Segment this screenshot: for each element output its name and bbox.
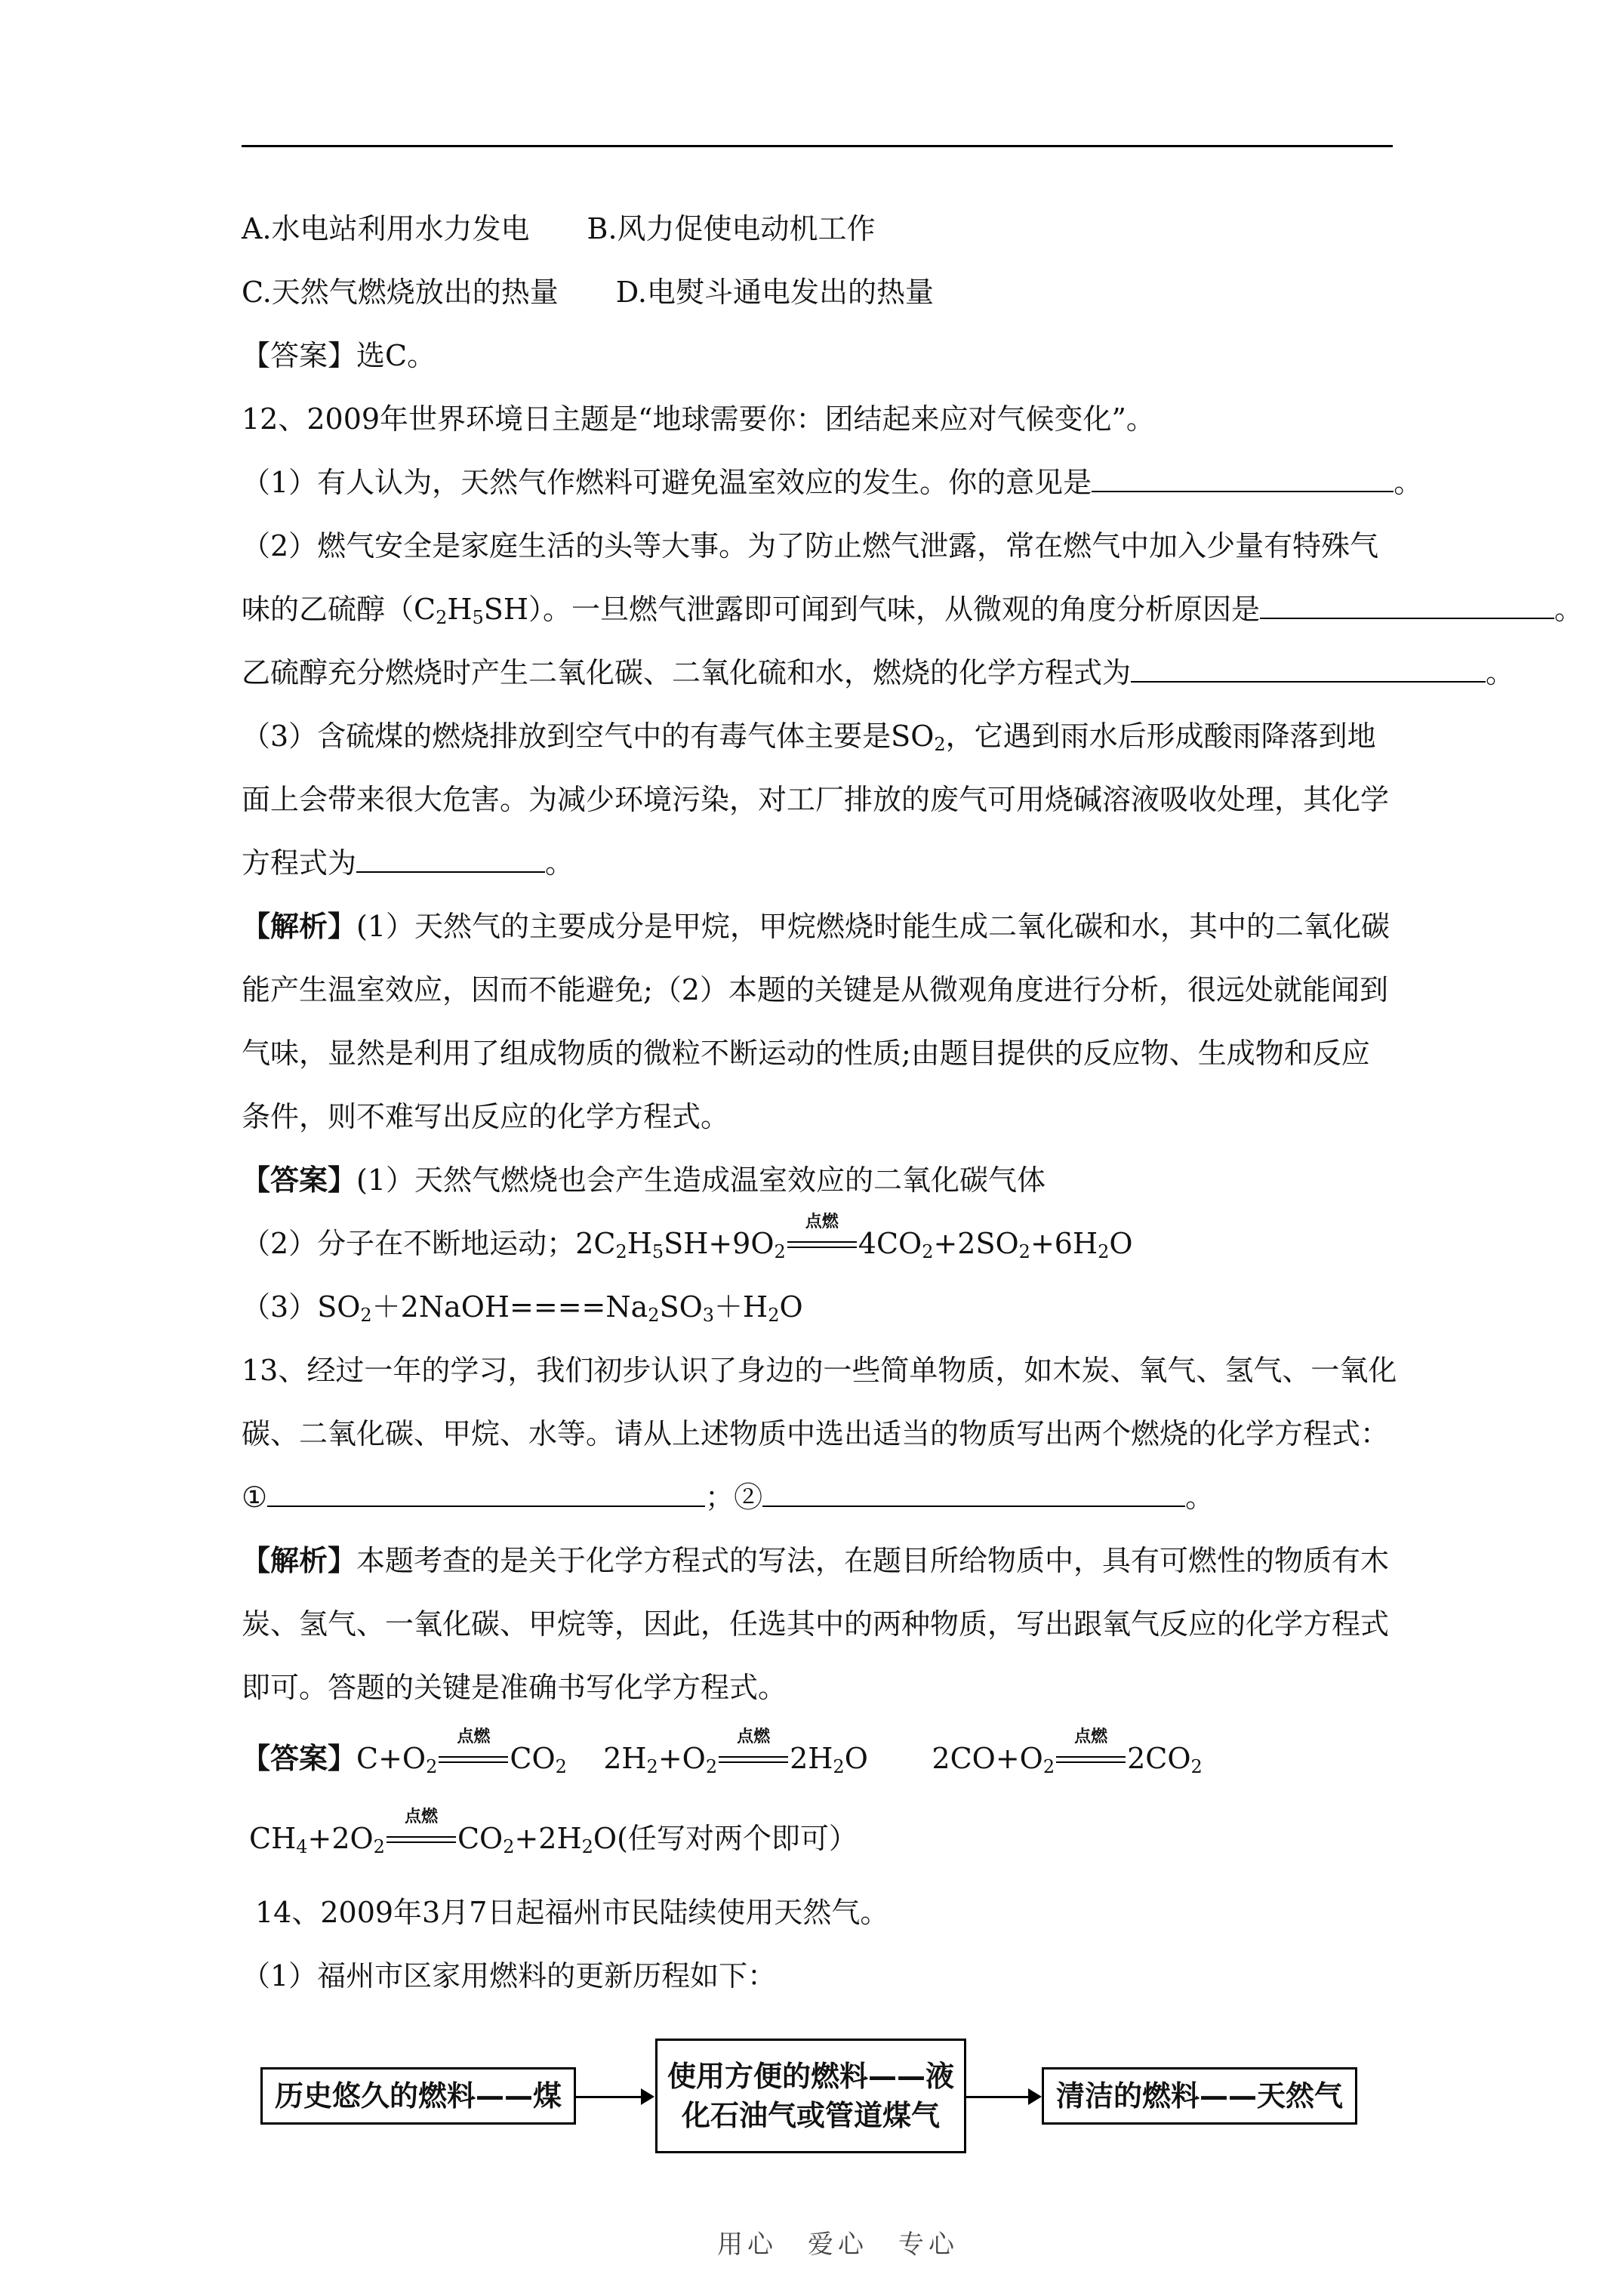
- reaction-condition: 点燃: [737, 1727, 771, 1746]
- q11-options-cd: C.天然气燃烧放出的热量 D.电熨斗通电发出的热量: [242, 276, 934, 309]
- reaction-condition: 点燃: [805, 1213, 839, 1231]
- reaction-arrow: [719, 1727, 788, 1771]
- q12-stem: 12、2009年世界环境日主题是“地球需要你：团结起来应对气候变化”。: [242, 402, 1155, 436]
- flow-box-lpg-line1: 使用方便的燃料——液: [667, 2060, 954, 2093]
- page-footer: 用心 爱心 专心: [717, 2230, 959, 2260]
- q13-analysis-line2: 炭、氢气、一氧化碳、甲烷等，因此，任选其中的两种物质，写出跟氧气反应的化学方程式: [242, 1607, 1390, 1641]
- reaction-condition: 点燃: [457, 1727, 491, 1746]
- q11-options-ab: A.水电站利用水力发电 B.风力促使电动机工作: [242, 212, 876, 245]
- q14-stem: 14、2009年3月7日起福州市民陆续使用天然气。: [255, 1896, 889, 1929]
- q13-end: 。: [1185, 1481, 1215, 1514]
- q12-analysis-text1: (1）天然气的主要成分是甲烷，甲烷燃烧时能生成二氧化碳和水，其中的二氧化碳: [356, 910, 1390, 943]
- q13-analysis-text1: 本题考查的是关于化学方程式的写法，在题目所给物质中，具有可燃性的物质有木: [356, 1544, 1390, 1577]
- q12-part3-line3-text: 方程式为: [242, 846, 357, 880]
- subscript: 2: [436, 607, 448, 628]
- analysis-tag: 【解析】: [242, 909, 357, 943]
- q12-part2-end: 。: [1554, 593, 1583, 626]
- subscript: 2: [934, 734, 946, 755]
- reaction-arrow: [439, 1727, 508, 1771]
- q12-part2-line3-end: 。: [1486, 656, 1515, 689]
- q12-analysis-line1: [242, 908, 1390, 945]
- q13-blanks: [242, 1478, 1214, 1516]
- q12-part1-end: 。: [1394, 466, 1423, 499]
- flow-box-lpg: [655, 2039, 966, 2153]
- subscript: 5: [472, 607, 484, 628]
- q12-part2-text-b: SH）。一旦燃气泄露即可闻到气味，从微观的角度分析原因是: [483, 593, 1260, 626]
- answer-tag: 【答案】: [242, 1163, 357, 1197]
- q12-analysis-line3: 气味，显然是利用了组成物质的微粒不断运动的性质;由题目提供的反应物、生成物和反应: [242, 1037, 1370, 1070]
- q12-answer2-text: （2）分子在不断地运动；: [242, 1227, 576, 1260]
- q12-part3-line1: [242, 717, 1376, 755]
- q12-analysis-line4: 条件，则不难写出反应的化学方程式。: [242, 1100, 730, 1133]
- q12-answer3-text: （3）: [242, 1290, 318, 1324]
- q13-answer-note: (任写对两个即可）: [617, 1822, 858, 1855]
- reaction-condition: 点燃: [404, 1808, 438, 1826]
- flow-box-lpg-line2: 化石油气或管道煤气: [681, 2099, 940, 2132]
- q14-part1: （1）福州市区家用燃料的更新历程如下：: [242, 1959, 777, 1992]
- q12-part3-line3: [242, 844, 574, 882]
- q12-part2-text-h: H: [447, 593, 473, 626]
- q13-stem-line1: 13、经过一年的学习，我们初步认识了身边的一些简单物质，如木炭、氧气、氢气、一氧化: [242, 1354, 1397, 1387]
- flow-box-coal-label: 历史悠久的燃料——煤: [274, 2079, 562, 2113]
- reaction-arrow: [387, 1808, 456, 1851]
- flow-arrow-2: [966, 2096, 1039, 2098]
- q12-part2-blank[interactable]: [1260, 592, 1554, 619]
- flow-arrow-1: [576, 2096, 651, 2098]
- q12-part3-text-b: ，它遇到雨水后形成酸雨降落到地: [945, 720, 1376, 753]
- q12-part2-text-a: 味的乙硫醇（C: [242, 593, 436, 626]
- q13-answer-line1: 【答案】$C+O_2$ 点燃 $CO_2$ $2H_2+O_2$ 点燃 $2H_2O$ $2CO+O_2$ 点燃 $2CO_2$: [242, 1727, 1203, 1777]
- flow-box-natural-gas: [1042, 2067, 1357, 2125]
- q13-blank2[interactable]: [762, 1480, 1185, 1507]
- q13-analysis-line3: 即可。答题的关键是准确书写化学方程式。: [242, 1671, 787, 1704]
- flow-box-natural-gas-label: 清洁的燃料——天然气: [1055, 2079, 1343, 2113]
- reaction-arrow: [787, 1213, 857, 1256]
- q13-blank2-mark: ；②: [705, 1481, 763, 1514]
- q12-part2-line2: [242, 590, 1583, 628]
- q11-answer: 【答案】选C。: [242, 339, 436, 372]
- q12-part2-equation-blank[interactable]: [1131, 655, 1486, 683]
- q12-part3-blank[interactable]: [356, 846, 545, 873]
- q12-answer-line3: $(3)SO_2+2NaOH====Na_2SO_3+H_2O$: [242, 1290, 803, 1326]
- q13-analysis-line1: [242, 1542, 1389, 1579]
- q12-part2-line3-text: 乙硫醇充分燃烧时产生二氧化碳、二氧化硫和水，燃烧的化学方程式为: [242, 656, 1132, 689]
- q12-answer-line2: （2）分子在不断地运动；$2C_2H_5SH+9O_2$ 点燃 $4CO_2+2SO_2+6H_2O$: [242, 1213, 1133, 1262]
- q12-part3-line2: 面上会带来很大危害。为减少环境污染，对工厂排放的废气可用烧碱溶液吸收处理，其化学: [242, 783, 1390, 816]
- q12-part2-line1: （2）燃气安全是家庭生活的头等大事。为了防止燃气泄露，常在燃气中加入少量有特殊气: [242, 529, 1379, 562]
- q12-part1-text: （1）有人认为，天然气作燃料可避免温室效应的发生。你的意见是: [242, 466, 1092, 499]
- q13-blank1-mark: ①: [242, 1481, 268, 1514]
- q12-answer-line1: [242, 1161, 1046, 1199]
- q12-part2-line3: [242, 654, 1514, 692]
- q12-analysis-line2: 能产生温室效应，因而不能避免;（2）本题的关键是从微观角度进行分析，很远处就能闻到: [242, 973, 1388, 1006]
- header-rule: [242, 145, 1393, 147]
- q13-stem-line2: 碳、二氧化碳、甲烷、水等。请从上述物质中选出适当的物质写出两个燃烧的化学方程式：: [242, 1417, 1390, 1450]
- q12-answer1-text: (1）天然气燃烧也会产生造成温室效应的二氧化碳气体: [356, 1163, 1046, 1197]
- reaction-arrow: [1056, 1727, 1126, 1771]
- q12-part3-text-a: （3）含硫煤的燃烧排放到空气中的有毒气体主要是SO: [242, 720, 935, 753]
- q12-part3-end: 。: [545, 846, 574, 880]
- flow-box-coal: [260, 2067, 576, 2125]
- reaction-condition: 点燃: [1074, 1727, 1108, 1746]
- analysis-tag: 【解析】: [242, 1543, 357, 1577]
- q12-part1-blank[interactable]: [1092, 465, 1394, 492]
- q13-blank1[interactable]: [267, 1480, 705, 1507]
- answer-tag: 【答案】: [242, 1741, 357, 1775]
- q12-part1: [242, 464, 1422, 501]
- q13-answer-line2: $CH_4+2O_2$ 点燃 $CO_2+2H_2O$(任写对两个即可）: [249, 1808, 858, 1857]
